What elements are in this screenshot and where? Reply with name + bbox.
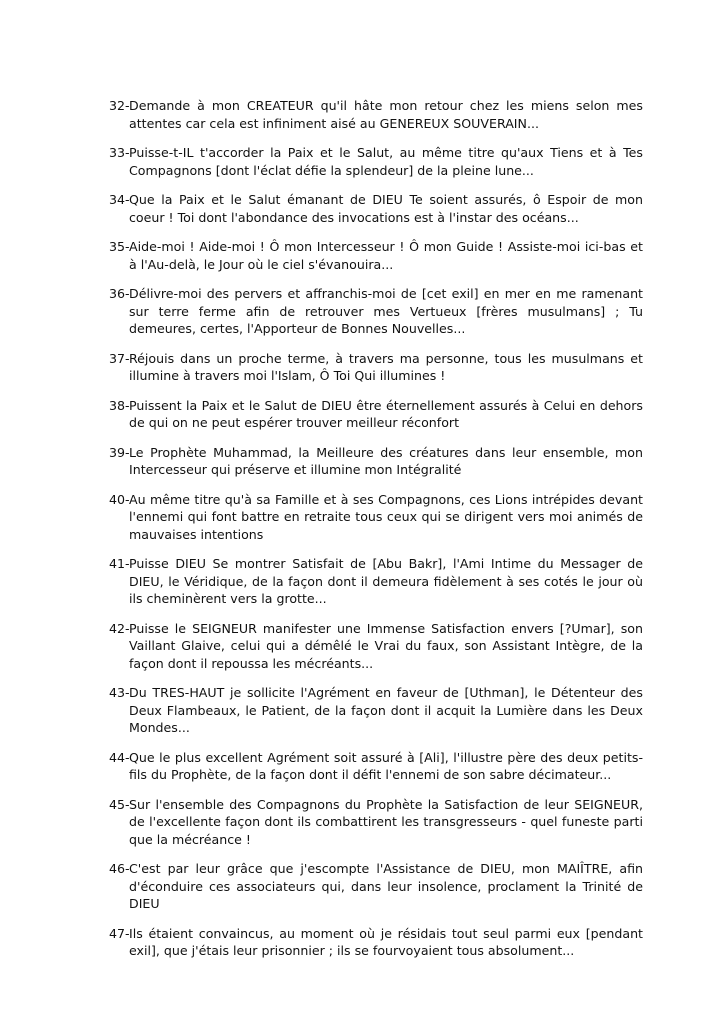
verse-text: Sur l'ensemble des Compagnons du Prophète la Satisfaction de leur SEIGNEUR, de l'excellente façon dont ils combattirent les transgresseurs - quel funeste parti que la mécréance ! [129, 796, 643, 847]
verse-number: 45- [109, 796, 130, 812]
verse-text: Que le plus excellent Agrément soit assuré à [Ali], l'illustre père des deux petits-fils du Prophète, de la façon dont il défit l'ennemi de son sabre décimateur... [129, 749, 643, 782]
verse-number: 38- [109, 397, 130, 413]
verse-text: Aide-moi ! Aide-moi ! Ô mon Intercesseur ! Ô mon Guide ! Assiste-moi ici-bas et à l'Au-delà, le Jour où le ciel s'évanouira... [129, 239, 643, 272]
verse [109, 796, 643, 849]
verse [109, 444, 643, 479]
verse-text: Du TRES-HAUT je sollicite l'Agrément en faveur de [Uthman], le Détenteur des Deux Flambeaux, le Patient, de la façon dont il acquit la Lumière dans les Deux Mondes... [129, 685, 643, 735]
verse-text: Puissent la Paix et le Salut de DIEU être éternellement assurés à Celui en dehors de qui on ne peut espérer trouver meilleur réconfort [129, 397, 643, 430]
verse [109, 491, 643, 544]
verse [109, 238, 643, 273]
verse-number: 40- [109, 491, 130, 507]
verse [109, 350, 643, 385]
verse [109, 620, 643, 673]
verse-number: 39- [109, 444, 130, 460]
verse-text: Au même titre qu'à sa Famille et à ses Compagnons, ces Lions intrépides devant l'ennemi qui font battre en retraite tous ceux qui se dirigent vers moi animés de mauvaises intentions [129, 491, 643, 542]
verse-text: Que la Paix et le Salut émanant de DIEU Te soient assurés, ô Espoir de mon coeur ! Toi dont l'abondance des invocations est à l'instar des océans... [129, 192, 643, 225]
verse-text: C'est par leur grâce que j'escompte l'Assistance de DIEU, mon MAIÎTRE, afin d'éconduire ces associateurs qui, dans leur insolence, proclament la Trinité de DIEU [129, 861, 643, 911]
verse-number: 42- [109, 620, 130, 636]
verse-text: Puisse-t-IL t'accorder la Paix et le Salut, au même titre qu'aux Tiens et à Tes Compagnons [dont l'éclat défie la splendeur] de la pleine lune... [129, 145, 643, 178]
verse-text: Puisse le SEIGNEUR manifester une Immense Satisfaction envers [?Umar], son Vaillant Glaive, celui qui a démêlé le Vrai du faux, son Assistant Intègre, de la façon dont il repoussa les mécréants... [129, 620, 643, 671]
verse-number: 33- [109, 145, 130, 160]
verse-number: 44- [109, 749, 130, 765]
verse-text: Demande à mon CREATEUR qu'il hâte mon retour chez les miens selon mes attentes car cela est infiniment aisé au GENEREUX SOUVERAIN... [129, 98, 643, 131]
verse-text: Ils étaient convaincus, au moment où je résidais tout seul parmi eux [pendant exil], que j'étais leur prisonnier ; ils se fourvoyaient tous absolument... [129, 925, 643, 958]
verse-number: 47- [109, 925, 130, 941]
verse-number: 43- [109, 685, 130, 700]
verse-number: 35- [109, 239, 130, 254]
verse-text: Réjouis dans un proche terme, à travers ma personne, tous les musulmans et illumine à travers moi l'Islam, Ô Toi Qui illumines ! [129, 350, 643, 383]
verse-text: Puisse DIEU Se montrer Satisfait de [Abu Bakr], l'Ami Intime du Messager de DIEU, le Véridique, de la façon dont il demeura fidèlement à ses cotés le jour où ils cheminèrent vers la grotte... [129, 556, 643, 606]
verse-number: 37- [109, 350, 130, 366]
verse [109, 144, 643, 179]
verse [109, 397, 643, 432]
verse-number: 41- [109, 556, 130, 571]
verse [109, 97, 643, 132]
verse-number: 32- [109, 98, 130, 113]
verse [109, 749, 643, 784]
verse [109, 860, 643, 913]
verse-text: Le Prophète Muhammad, la Meilleure des créatures dans leur ensemble, mon Intercesseur qui préserve et illumine mon Intégralité [129, 444, 643, 477]
verse-number: 46- [109, 861, 130, 876]
verse [109, 285, 643, 338]
verse-number: 36- [109, 286, 130, 301]
verse [109, 191, 643, 226]
document-page [109, 97, 643, 972]
verse-text: Délivre-moi des pervers et affranchis-moi de [cet exil] en mer en me ramenant sur terre ferme afin de retrouver mes Vertueux [frères musulmans] ; Tu demeures, certes, l'Apporteur de Bonnes Nouvelles... [129, 286, 643, 336]
verse [109, 555, 643, 608]
verse [109, 925, 643, 960]
verse-number: 34- [109, 192, 130, 207]
verse [109, 684, 643, 737]
